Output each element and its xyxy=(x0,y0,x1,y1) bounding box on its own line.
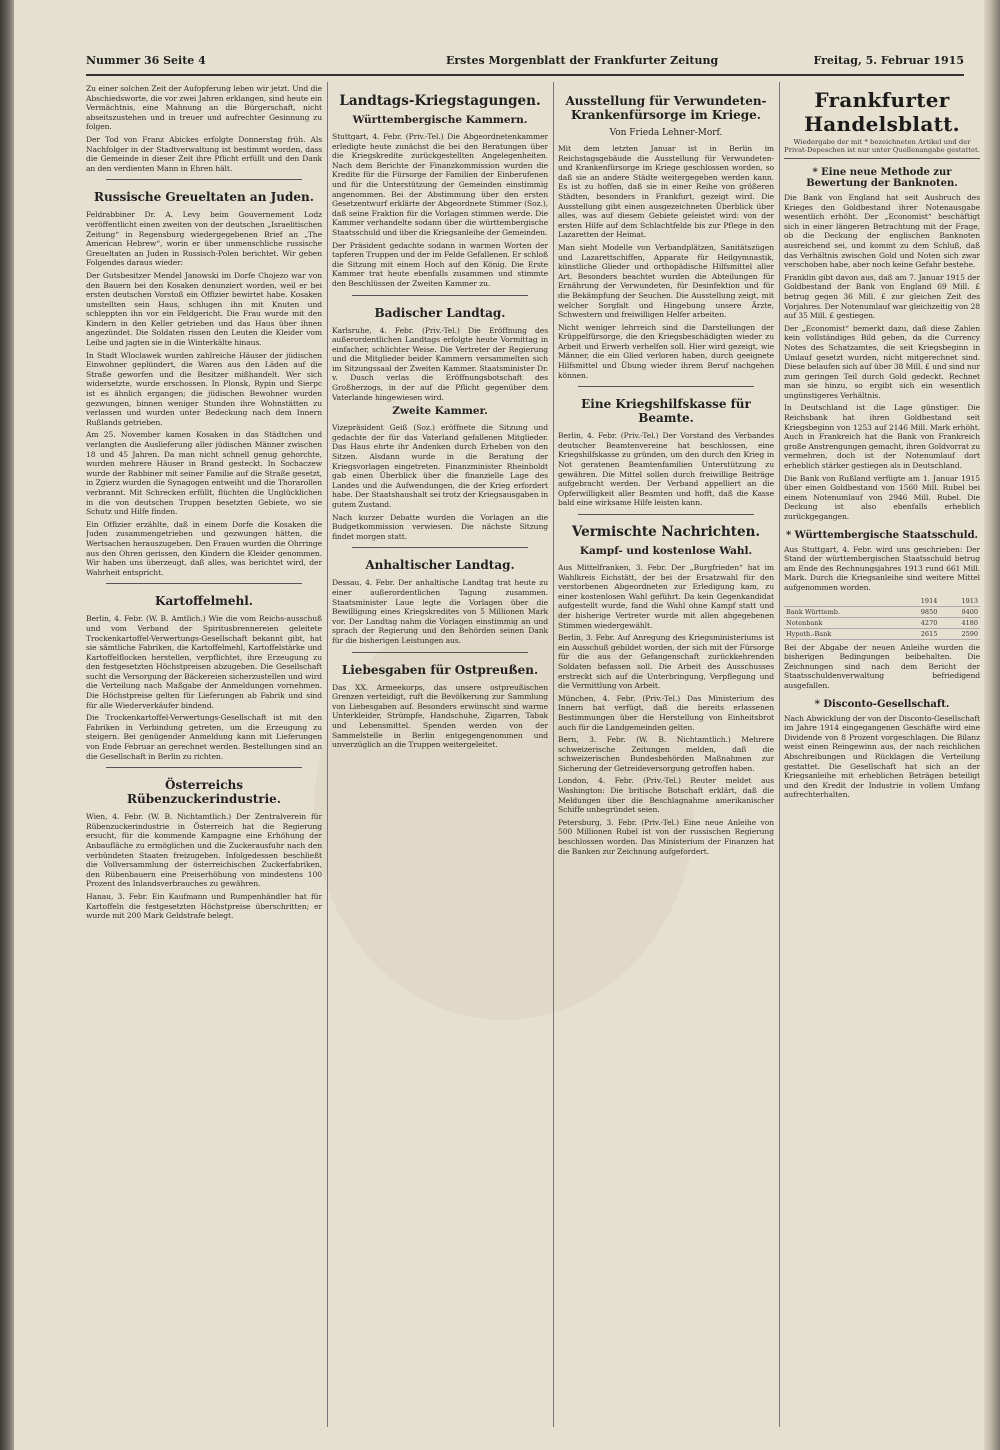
table-row xyxy=(784,628,980,639)
divider xyxy=(106,179,302,180)
paper-title: Erstes Morgenblatt der Frankfurter Zeitung xyxy=(446,54,719,67)
article-paragraph: Bern, 3. Febr. (W. B. Nichtamtlich.) Mehrere schweizerische Zeitungen melden, daß die schweizerischen Bundesbehörden Maßnahmen zur Sicherung der Getreideversorgung getroffen haben. xyxy=(558,735,774,773)
article-paragraph: In Stadt Wloclawek wurden zahlreiche Häuser der jüdischen Einwohner geplündert, die Waren aus den Läden auf die Straße geworfen und die Besitzer mißhandelt. Wer sich widersetzte, wurde erschossen. In Plonsk, Rypin und Sierpc ist es ähnlich ergangen; die jüdischen Bewohner wurden gezwungen, binnen weniger Stunden ihre Wohnstätten zu verlassen und wurden unter Bedeckung nach dem Innern Rußlands getrieben. xyxy=(86,350,322,427)
table-cell: Bank Württemb. xyxy=(784,606,899,617)
article-byline: Von Frieda Lehner-Morf. xyxy=(609,128,723,138)
table-header-cell: 1914 xyxy=(899,596,940,607)
article-paragraph: Aus Stuttgart, 4. Febr. wird uns geschrieben: Der Stand der württembergischen Staatsschuld betrug am Ende des Rechnungsjahres 1913 rund 661 Mill. Mark. Durch die Kriegsanleihe sind weitere Mittel aufgenommen worden. xyxy=(784,544,980,592)
article-paragraph: Bei der Abgabe der neuen Anleihe wurden die bisherigen Bedingungen beibehalten. Die Zeichnungen sind nach dem Bericht der Staatsschuldenverwaltung befriedigend ausgefallen. xyxy=(784,642,980,690)
article-subheading: Zweite Kammer. xyxy=(392,405,488,418)
article-paragraph: Das XX. Armeekorps, das unsere ostpreußischen Grenzen verteidigt, ruft die Bevölkerung zur Sammlung von Liebesgaben auf. Besonders erwünscht sind warme Unterkleider, Strümpfe, Handschuhe, Zigarren, Tabak und Lebensmittel. Spenden werden von der Sammelstelle in Berlin entgegengenommen und unverzüglich an die Truppen weitergeleitet. xyxy=(332,682,548,750)
obituary-notice: Der Tod von Franz Abickes erfolgte Donnerstag früh. Als Nachfolger in der Stadtverwaltung ist bestimmt worden, dass die Gemeinde in dieser Zeit ihre Pflicht erfüllt und den Dank an den verdienten Mann in Ehren hält. xyxy=(86,134,322,173)
article-paragraph: In Deutschland ist die Lage günstiger. Die Reichsbank hat ihren Goldbestand seit Kriegsbeginn von 1253 auf 2146 Mill. Mark erhöht. Auch in Frankreich hat die Bank von Frankreich große Anstrengungen gemacht, ihren Goldvorrat zu vermehren, doch ist der Notenumlauf dort erheblich stärker gestiegen als in Deutschland. xyxy=(784,403,980,471)
article-paragraph: Man sieht Modelle von Verbandplätzen, Sanitätszügen und Lazarettschiffen, Apparate für Heilgymnastik, künstliche Glieder und orthopädische Hilfsmittel aller Art. Besonders beachtet wurden die Abteilungen für Ernährung der Verwundeten, für Desinfektion und für die Bekämpfung der Seuchen. Die Ausstellung zeigt, mit welcher Sorgfalt und Hingebung unsere Ärzte, Schwestern und freiwilligen Helfer arbeiten. xyxy=(558,242,774,320)
section-note: Wiedergabe der mit * bezeichneten Artikel und der Privat-Depeschen ist nur unter Quellenangabe gestattet. xyxy=(784,138,980,159)
article-paragraph: Dessau, 4. Febr. Der anhaltische Landtag trat heute zu einer außerordentlichen Tagung zusammen. Staatsminister Laue legte die Vorlagen über die Bewilligung eines Kriegskredites von 5 Millionen Mark vor. Der Landtag nahm die Vorlagen einstimmig an und sprach der Regierung und den Behörden seinen Dank für die bisherigen Leistungen aus. xyxy=(332,578,548,645)
article-paragraph: München, 4. Febr. (Priv.-Tel.) Das Ministerium des Innern hat verfügt, daß die bereits erlassenen Bestimmungen über die Herstellung von Einheitsbrot auch für die Landgemeinden gelten. xyxy=(558,693,774,732)
article-heading-banknoten: * Eine neue Methode zur Bewertung der Banknoten. xyxy=(806,167,958,189)
article-heading-vermischte: Vermischte Nachrichten. xyxy=(571,524,761,540)
table-header-cell: 1913 xyxy=(939,596,980,607)
table-cell: 9850 xyxy=(899,606,940,617)
table-row xyxy=(784,617,980,628)
article-paragraph: Wien, 4. Febr. (W. B. Nichtamtlich.) Der Zentralverein für Rübenzuckerindustrie in Österreich hat die Regierung ersucht, für die kommende Kampagne eine Erhöhung der Anbaufläche zu ermöglichen und die Zuckerausfuhr nach den verbündeten Staaten freizugeben. Infolgedessen beschließt die Vollversammlung der österreichischen Zuckerfabriken, den Rübenbauern eine Preiserhöhung von mindestens 100 Prozent des Inlandsverbrauches zu gewähren. xyxy=(86,812,322,889)
article-paragraph: Ein Offizier erzählte, daß in einem Dorfe die Kosaken die Juden zusammengetrieben und gezwungen hätten, die Wertsachen herauszugeben. Den Frauen wurden die Ohrringe aus den Ohren gerissen, den Kindern die Kleider genommen. Wir haben uns überzeugt, daß alles, was berichtet wird, der Wahrheit entspricht. xyxy=(86,519,322,577)
intro-paragraph: Zu einer solchen Zeit der Aufopferung leben wir jetzt. Und die Abschiedsworte, die vor zwei Jahren erklangen, sind heute ein Vermächtnis, eine Mahnung an die Bürgerschaft, nicht abseitszustehen und in treuer und aufrechter Gesinnung zu folgen. xyxy=(86,84,322,132)
divider xyxy=(106,767,302,768)
divider xyxy=(352,295,528,296)
article-paragraph: Die Trockenkartoffel-Verwertungs-Gesellschaft ist mit den Fabriken in Verbindung getreten, um die Erzeugung zu steigern. Bei genügender Anmeldung kann mit Lieferungen von Ende Februar an gerechnet werden. Bestellungen sind an die Gesellschaft in Berlin zu richten. xyxy=(86,713,322,761)
table-row xyxy=(784,606,980,617)
article-heading-greueltaten: Russische Greueltaten an Juden. xyxy=(94,190,314,205)
article-paragraph: Nach kurzer Debatte wurden die Vorlagen an die Budgetkommission verwiesen. Die nächste Sitzung findet morgen statt. xyxy=(332,512,548,541)
table-cell: 4180 xyxy=(939,617,980,628)
column-2 xyxy=(332,82,548,1434)
divider xyxy=(352,547,528,548)
article-heading-baden: Badischer Landtag. xyxy=(374,305,506,320)
article-heading-beamte: Eine Kriegshilfskasse für Beamte. xyxy=(581,397,751,426)
article-heading-staatsschuld: * Württembergische Staatsschuld. xyxy=(785,529,979,541)
issue-number: Nummer 36 Seite 4 xyxy=(86,54,206,67)
columns xyxy=(86,82,980,1432)
article-heading-anhalt: Anhaltischer Landtag. xyxy=(365,558,515,573)
article-paragraph: London, 4. Febr. (Priv.-Tel.) Reuter meldet aus Washington: Die britische Botschaft erklärt, daß die Meldungen über die Beschlagnahme amerikanischer Schiffe unbegründet seien. xyxy=(558,776,774,815)
article-heading-disconto: * Disconto-Gesellschaft. xyxy=(814,698,950,710)
section-title: Frankfurter Handelsblatt. xyxy=(804,88,960,136)
article-subheading: Württembergische Kammern. xyxy=(352,114,528,126)
column-rule xyxy=(327,82,328,1427)
stock-table xyxy=(784,596,980,640)
article-heading-ausstellung: Ausstellung für Verwundeten-Krankenfürsorge im Kriege. xyxy=(565,94,767,122)
divider xyxy=(106,583,302,584)
divider xyxy=(578,386,754,387)
table-cell: Hypoth.-Bank xyxy=(784,628,899,639)
table-header-row xyxy=(784,596,980,607)
binding-spine xyxy=(0,0,14,1450)
page-edge xyxy=(984,0,1000,1450)
article-paragraph: Mit dem letzten Januar ist in Berlin im Reichstagsgebäude die Ausstellung für Verwundeten- und Krankenfürsorge im Kriege geschlossen worden, so daß sie an andere Städte weitergegeben werden kann. Es ist zu hoffen, daß sie in einer Reihe von größeren Städten, besonders in Frankfurt, gezeigt wird. Die Ausstellung gibt einen ausgezeichneten Überblick über alles, was auf diesem Gebiete geleistet wird: von der ersten Hilfe auf dem Schlachtfelde bis zur Pflege in den Lazaretten der Heimat. xyxy=(558,144,774,240)
article-paragraph: Franklin gibt davon aus, daß am 7. Januar 1915 der Goldbestand der Bank von England 69 Mill. £ betrug gegen 36 Mill. £ zur gleichen Zeit des Vorjahres. Der Notenumlauf war gleichzeitig von 28 auf 35 Mill. £ gestiegen. xyxy=(784,272,980,321)
issue-date: Freitag, 5. Februar 1915 xyxy=(813,54,964,67)
article-paragraph: Der Gutsbesitzer Mendel Janowski im Dorfe Chojezo war von den Bauern bei den Kosaken denunziert worden, weil er bei ersten deutschen Vorstoß ein Offizier bewirtet habe. Kosaken umstellten sein Haus, schlugen ihn mit Knuten und schleppten ihn vor ein Feldgericht. Die Frau wurde mit den Kindern in den Keller getrieben und das Haus über ihnen angezündet. Die Soldaten rissen den Leuten die Kleider vom Leibe und jagten sie in die Winterkälte hinaus. xyxy=(86,270,322,348)
article-paragraph: Berlin, 3. Febr. Auf Anregung des Kriegsministeriums ist ein Ausschuß gebildet worden, der sich mit der Fürsorge für die aus der Gefangenschaft zurückkehrenden Soldaten befassen soll. Die Arbeit des Ausschusses erstreckt sich auf die Unterbringung, Verpflegung und die Vermittlung von Arbeit. xyxy=(558,633,774,691)
article-paragraph: Der „Economist“ bemerkt dazu, daß diese Zahlen kein vollständiges Bild geben, da die Currency Notes des Schatzamtes, die seit Kriegsbeginn in Umlauf gesetzt wurden, nicht mitgerechnet sind. Diese belaufen sich auf über 38 Mill. £ und sind nur zum geringen Teil durch Gold gedeckt. Rechnet man sie hinzu, so ergibt sich ein wesentlich ungünstigeres Verhältnis. xyxy=(784,323,980,400)
column-4 xyxy=(784,82,980,1434)
article-heading-ostpreussen: Liebesgaben für Ostpreußen. xyxy=(341,662,539,677)
article-paragraph: Hanau, 3. Febr. Ein Kaufmann und Rumpenhändler hat für Kartoffeln die festgesetzten Höchstpreise überschritten; er wurde mit 200 Mark Geldstrafe belegt. xyxy=(86,891,322,921)
article-paragraph: Karlsruhe, 4. Febr. (Priv.-Tel.) Die Eröffnung des außerordentlichen Landtags erfolgte heute Vormittag in einfacher, schlichter Weise. Die Vertreter der Regierung und die Mitglieder beider Kammern versammelten sich im Sitzungssaal der Zweiten Kammer. Staatsminister Dr. v. Dusch verlas die Eröffnungsbotschaft des Großherzogs, in der auf die Pflicht gegenüber dem Vaterlande hingewiesen wird. xyxy=(332,325,548,402)
article-paragraph: Der Präsident gedachte sodann in warmen Worten der tapferen Truppen und der im Felde Gefallenen. Er schloß die Sitzung mit einem Hoch auf den König. Die Erste Kammer trat heute ebenfalls zusammen und stimmte den Beschlüssen der Zweiten Kammer zu. xyxy=(332,240,548,288)
table-cell: Notenbank xyxy=(784,617,899,628)
table-cell: 4270 xyxy=(899,617,940,628)
article-paragraph: Vizepräsident Geiß (Soz.) eröffnete die Sitzung und gedachte der für das Vaterland gefallenen Mitglieder. Das Haus ehrte ihr Andenken durch Erheben von den Sitzen. Alsdann wurde in die Beratung der Kriegsvorlagen eingetreten. Finanzminister Rheinboldt gab einen Überblick über die finanzielle Lage des Landes und die Aufwendungen, die der Krieg erfordert habe. Der Staatshaushalt sei trotz der Kriegsausgaben in gutem Zustand. xyxy=(332,423,548,509)
page-header xyxy=(86,52,964,76)
article-paragraph: Aus Mittelfranken, 3. Febr. Der „Burgfrieden“ hat im Wahlkreis Eichstätt, der bei der Ersatzwahl für den verstorbenen Abgeordneten zur Erledigung kam, zu einer kostenlosen Wahl geführt. Da kein Gegenkandidat aufgestellt wurde, fand die Wahl ohne Kampf statt und der bisherige Vertreter wurde mit allen abgegebenen Stimmen wiedergewählt. xyxy=(558,563,774,630)
table-cell: 2615 xyxy=(899,628,940,639)
article-heading-zucker: Österreichs Rübenzuckerindustrie. xyxy=(127,778,281,807)
column-3 xyxy=(558,82,774,1434)
article-paragraph: Am 25. November kamen Kosaken in das Städtchen und verlangten die Auslieferung aller jüdischen Männer zwischen 18 und 45 Jahren. Da man nicht schnell genug gehorchte, wurden mehrere Häuser in Brand gesteckt. In Sochaczew wurde der Rabbiner mit seiner Familie auf die Straße gesetzt, in Zgierz wurden die Synagogen entweiht und die Thorarollen verbrannt. Mit Schrecken erfüllt, flüchten die Unglücklichen in die von deutschen Truppen besetzten Gebiete, wo sie Schutz und Hilfe finden. xyxy=(86,430,322,517)
article-paragraph: Stuttgart, 4. Febr. (Priv.-Tel.) Die Abgeordnetenkammer erledigte heute zunächst die bei den Beratungen über die Kriegskredite zurückgestellten Angelegenheiten. Nach dem Berichte der Finanzkommission wurden die Kredite für die Fürsorge der Familien der Einberufenen und für die Unterstützung der Gemeinden einstimmig angenommen. Bei der Abstimmung über den ersten Gesetzentwurf erklärte der Abgeordnete Stimmer (Soz.), daß seine Fraktion für die Vorlagen stimmen werde. Die Kammer verhandelte sodann über die württembergische Staatsschuld und über die Kriegsanleihe der Gemeinden. xyxy=(332,132,548,237)
article-heading-landtag: Landtags-Kriegstagungen. xyxy=(339,93,541,109)
article-paragraph: Nicht weniger lehrreich sind die Darstellungen der Krüppelfürsorge, die den Kriegsbeschädigten wieder zu Arbeit und Erwerb verhelfen soll. Hier wird gezeigt, wie Männer, die ein Glied verloren haben, durch geeignete Hilfsmittel und Übung wieder ihrem Beruf nachgehen können. xyxy=(558,322,774,380)
column-rule xyxy=(553,82,554,1427)
article-paragraph: Nach Abwicklung der von der Disconto-Gesellschaft im Jahre 1914 eingegangenen Geschäfte wird eine Dividende von 8 Prozent vorgeschlagen. Die Bilanz weist einen Reingewinn aus, der nach reichlichen Abschreibungen und Rücklagen die Verteilung gestattet. Die Gesellschaft hat sich an der Kriegsanleihe mit erheblichen Beträgen beteiligt und den Kredit der Industrie in vollem Umfang aufrechterhalten. xyxy=(784,713,980,800)
article-heading-kartoffelmehl: Kartoffelmehl. xyxy=(155,594,253,609)
divider xyxy=(578,514,754,515)
article-paragraph: Petersburg, 3. Febr. (Priv.-Tel.) Eine neue Anleihe von 500 Millionen Rubel ist von der russischen Regierung beschlossen worden. Das Ministerium der Finanzen hat die Banken zur Zeichnung aufgefordert. xyxy=(558,817,774,856)
column-1 xyxy=(86,82,322,1434)
column-rule xyxy=(779,82,780,1427)
article-paragraph: Feldrabbiner Dr. A. Levy beim Gouvernement Lodz veröffentlicht einen zweiten von der deutschen „Israelitischen Zeitung“ in Regensburg wiedergegebenen Brief an „The American Hebrew“, worin er über unmenschliche russische Greueltaten an Juden in Russisch-Polen berichtet. Wir geben Folgendes daraus wieder: xyxy=(86,210,322,268)
table-cell: 2590 xyxy=(939,628,980,639)
table-cell: 9400 xyxy=(939,606,980,617)
article-subheading: Kampf- und kostenlose Wahl. xyxy=(579,545,753,557)
article-paragraph: Die Bank von England hat seit Ausbruch des Krieges den Goldbestand ihrer Notenausgabe wesentlich erhöht. Der „Economist“ beschäftigt sich in einer längeren Betrachtung mit der Frage, ob die Deckung der englischen Banknoten ausreichend sei, und kommt zu dem Schluß, daß das Verhältnis zwischen Gold und Noten sich zwar verschoben habe, aber noch keine Gefahr bestehe. xyxy=(784,193,980,270)
divider xyxy=(352,652,528,653)
article-paragraph: Berlin, 4. Febr. (W. B. Amtlich.) Wie die vom Reichs-ausschuß und vom Verband der Spiritusbrennereien geleitete Trockenkartoffel-Verwertungs-Gesellschaft bekannt gibt, hat sie sämtliche Fabriken, die Kartoffelmehl, Kartoffelstärke und Kartoffelflocken herstellen, verpflichtet, ihre Erzeugung zu den festgesetzten Höchstpreisen abzugeben. Die Gesellschaft sucht die Versorgung der Bäckereien sicherzustellen und wird die Verteilung nach Maßgabe der Anmeldungen vornehmen. Die Höchstpreise gelten für Lieferungen ab Fabrik und sind für alle Wiederverkäufer bindend. xyxy=(86,614,322,710)
table-header-cell xyxy=(784,596,899,607)
article-paragraph: Berlin, 4. Febr. (Priv.-Tel.) Der Vorstand des Verbandes deutscher Beamtenvereine hat beschlossen, eine Kriegshilfskasse zu gründen, um den durch den Krieg in Not geratenen Beamtenfamilien Unterstützung zu gewähren. Die Mittel sollen durch freiwillige Beiträge aufgebracht werden. Der Verband appelliert an die Opferwilligkeit aller Beamten und hofft, daß die Kasse bald eine wirksame Hilfe leisten kann. xyxy=(558,431,774,508)
article-paragraph: Die Bank von Rußland verfügte am 1. Januar 1915 über einen Goldbestand von 1560 Mill. Rubel bei einem Notenumlauf von 2946 Mill. Rubel. Die Deckung ist also ebenfalls erheblich zurückgegangen. xyxy=(784,473,980,521)
newspaper-page xyxy=(14,0,984,1450)
